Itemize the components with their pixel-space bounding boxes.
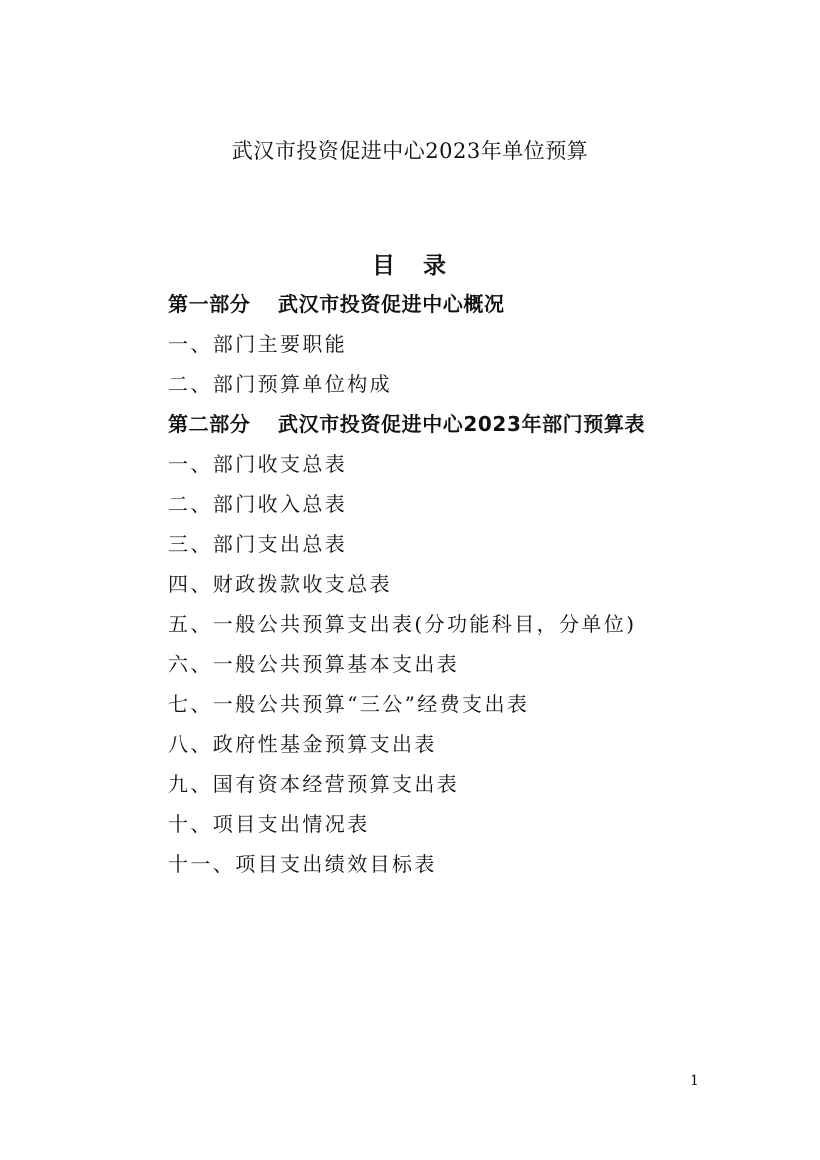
toc-part-title: 武汉市投资促进中心2023年部门预算表 — [278, 412, 646, 436]
toc-heading-left: 目 — [372, 253, 397, 279]
document-title: 武汉市投资促进中心2023年单位预算 — [231, 139, 589, 163]
toc-item: 一、部门收支总表 — [168, 452, 348, 476]
toc-item: 一、部门主要职能 — [168, 332, 348, 356]
toc-part-2 — [168, 404, 768, 444]
toc-item: 十一、项目支出绩效目标表 — [168, 852, 437, 876]
toc-item: 三、部门支出总表 — [168, 532, 348, 556]
toc-part-title: 武汉市投资促进中心概况 — [278, 292, 505, 316]
toc-part-1 — [168, 284, 768, 324]
toc-item: 七、一般公共预算“三公”经费支出表 — [168, 692, 530, 716]
toc-item: 九、国有资本经营预算支出表 — [168, 772, 460, 796]
page-number: 1 — [690, 1073, 699, 1089]
toc-part-number: 第一部分 — [168, 292, 251, 316]
toc-item: 五、一般公共预算支出表(分功能科目，分单位) — [168, 612, 637, 636]
toc-item: 六、一般公共预算基本支出表 — [168, 652, 460, 676]
toc-item: 八、政府性基金预算支出表 — [168, 732, 437, 756]
table-of-contents — [168, 284, 768, 884]
toc-item: 二、部门收入总表 — [168, 492, 348, 516]
toc-item: 二、部门预算单位构成 — [168, 372, 392, 396]
toc-item: 四、财政拨款收支总表 — [168, 572, 392, 596]
toc-part-number: 第二部分 — [168, 412, 251, 436]
toc-item: 十、项目支出情况表 — [168, 812, 370, 836]
toc-heading — [0, 250, 820, 282]
toc-heading-right: 录 — [423, 253, 448, 279]
